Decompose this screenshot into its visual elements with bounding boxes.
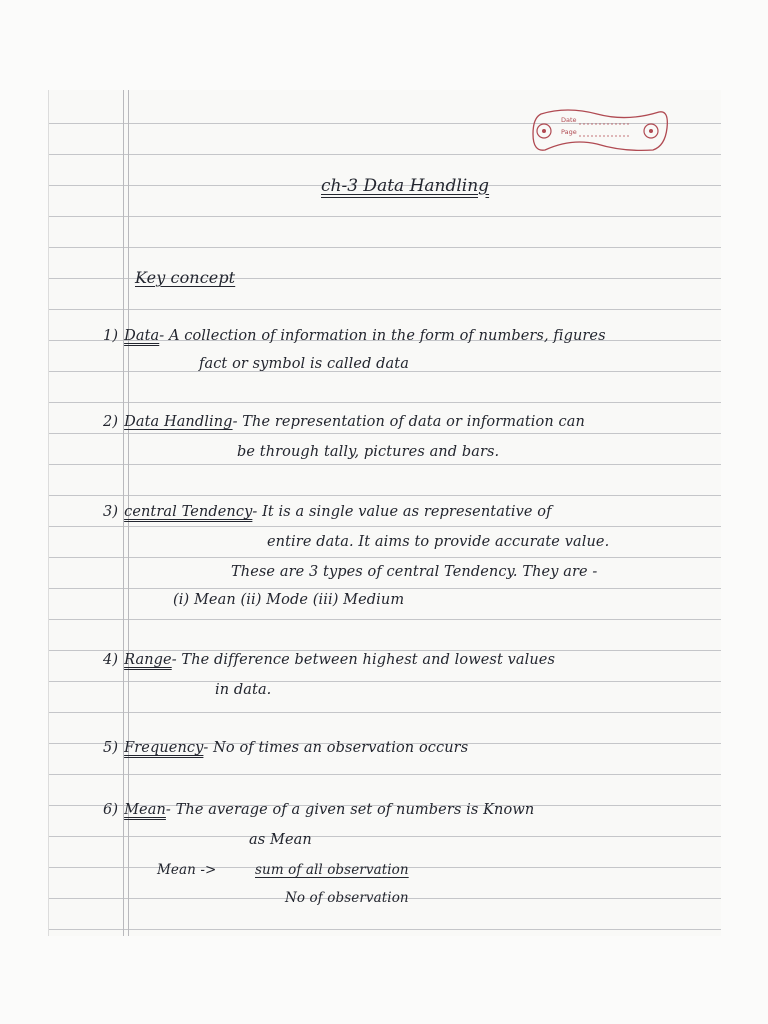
stamp-scroll-icon xyxy=(527,104,673,158)
item-term: Range xyxy=(124,652,172,668)
item-definition: It is a single value as representative of xyxy=(262,504,552,520)
item-definition-cont: as Mean xyxy=(249,832,312,848)
item-mean xyxy=(103,802,534,818)
item-number: 6) xyxy=(103,802,119,818)
item-separator: - xyxy=(165,802,171,818)
formula-lhs: Mean -> xyxy=(157,862,217,878)
item-definition-cont: in data. xyxy=(215,682,272,698)
item-number: 4) xyxy=(103,652,119,668)
item-definition: The average of a given set of numbers is Known xyxy=(175,802,535,818)
item-separator: - xyxy=(232,414,238,430)
page-title: ch-3 Data Handling xyxy=(321,176,490,196)
item-term: Data Handling xyxy=(124,414,233,430)
item-data xyxy=(103,328,606,344)
notebook-page xyxy=(48,90,721,936)
item-number: 5) xyxy=(103,740,119,756)
stamp-date-label: Date xyxy=(561,116,577,124)
item-term: Frequency xyxy=(124,740,204,756)
item-data-handling xyxy=(103,414,585,430)
item-definition: The difference between highest and lowest values xyxy=(181,652,556,668)
formula-denominator: No of observation xyxy=(285,890,409,906)
item-term: Mean xyxy=(124,802,166,818)
item-definition-cont: entire data. It aims to provide accurate value. xyxy=(267,534,610,550)
date-page-stamp xyxy=(527,104,673,162)
item-definition-cont: be through tally, pictures and bars. xyxy=(237,444,500,460)
stamp-page-label: Page xyxy=(561,128,577,136)
item-number: 1) xyxy=(103,328,119,344)
item-frequency xyxy=(103,740,468,756)
item-definition: A collection of information in the form of numbers, figures xyxy=(168,328,606,344)
item-definition-cont: (i) Mean (ii) Mode (iii) Medium xyxy=(173,592,405,608)
item-separator: - xyxy=(252,504,258,520)
item-number: 2) xyxy=(103,414,119,430)
section-heading: Key concept xyxy=(135,268,236,287)
formula-numerator: sum of all observation xyxy=(255,862,409,878)
item-separator: - xyxy=(203,740,209,756)
item-term: central Tendency xyxy=(124,504,253,520)
item-separator: - xyxy=(159,328,165,344)
item-separator: - xyxy=(171,652,177,668)
item-number: 3) xyxy=(103,504,119,520)
item-definition-cont: fact or symbol is called data xyxy=(199,356,409,372)
item-definition-cont: These are 3 types of central Tendency. They are - xyxy=(231,564,598,580)
item-definition: No of times an observation occurs xyxy=(213,740,469,756)
item-central-tendency xyxy=(103,504,552,520)
item-range xyxy=(103,652,555,668)
item-definition: The representation of data or information can xyxy=(242,414,585,430)
item-term: Data xyxy=(124,328,160,344)
